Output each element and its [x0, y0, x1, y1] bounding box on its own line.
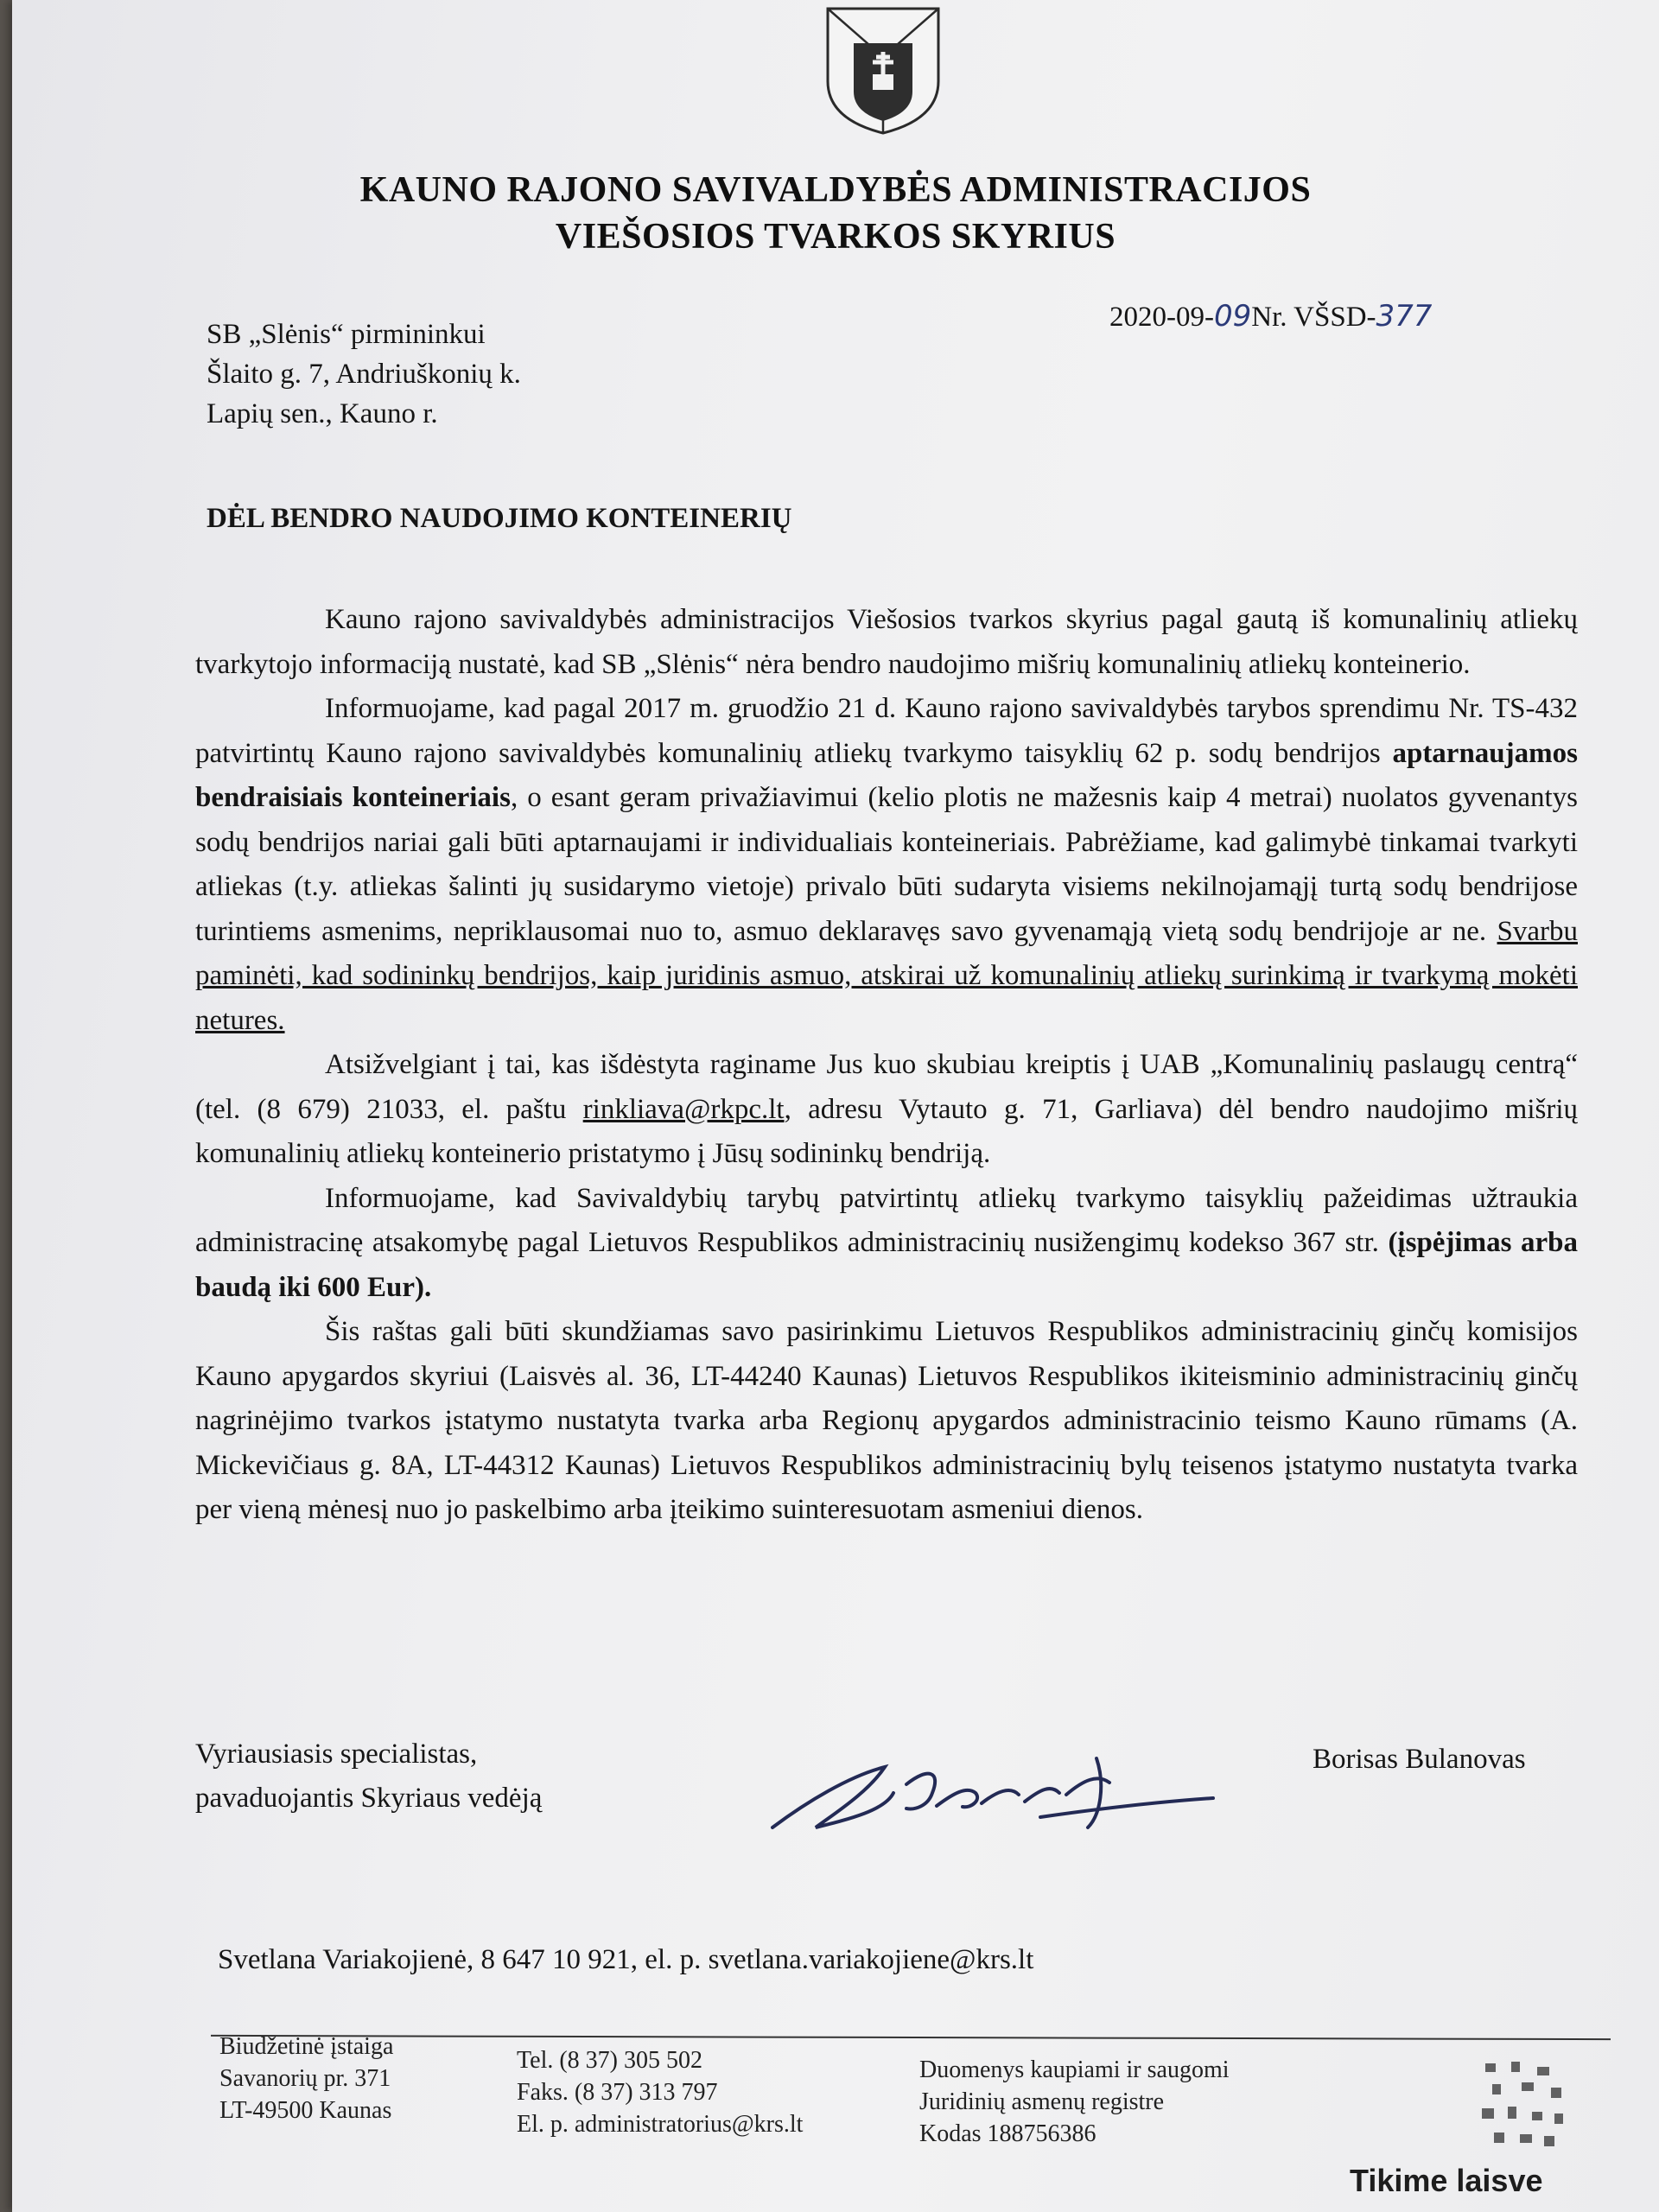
recipient-line-3: Lapių sen., Kauno r. [207, 398, 438, 429]
signatory-position [195, 1732, 542, 1821]
paragraph-2-text-b: , o esant geram privažiavimui (kelio plotis ne mažesnis kaip 4 metrai) nuolatos gyvenantys sodų bendrijos nariai gali būti aptarnaujami ir individualiais konteineriais. Pabrėžiame, kad galimybė tinkamai tvarkyti atliekas (t.y. atliekas šalinti jų susidarymo vietoje) privalo būti sudaryta visiems nekilnojamąjį turtą sodų bendrijose turintiems asmenims, nepriklausomai nuo to, asmuo deklaravęs savo gyvenamąją vietą sodų bendrijoje ar ne. [195, 782, 1578, 947]
paragraph-3 [195, 1043, 1578, 1177]
background-edge [0, 0, 12, 2212]
organization-name: KAUNO RAJONO SAVIVALDYBĖS ADMINISTRACIJOS [359, 170, 1312, 210]
footer-institution-type: Biudžetinė įstaiga [219, 2033, 394, 2060]
paragraph-4 [195, 1177, 1578, 1311]
handwritten-number: 377 [1376, 299, 1433, 334]
department-name: VIEŠOSIOS TVARKOS SKYRIUS [555, 217, 1116, 257]
recipient-line-1: SB „Slėnis“ pirmininkui [207, 319, 486, 350]
footer-registry-code: Kodas 188756386 [919, 2120, 1096, 2147]
contact-email-link[interactable]: rinkliava@rkpc.lt [582, 1093, 785, 1125]
footer-fax: Faks. (8 37) 313 797 [517, 2079, 718, 2106]
letter-reference [1109, 299, 1432, 334]
reference-number-prefix: Nr. VŠSD- [1251, 302, 1376, 333]
handwritten-signature [755, 1732, 1222, 1845]
qr-code-icon [1477, 2058, 1572, 2153]
footer-contacts [517, 2044, 803, 2140]
letter-subject: DĖL BENDRO NAUDOJIMO KONTEINERIŲ [207, 503, 792, 534]
position-line-1: Vyriausiasis specialistas, [195, 1738, 478, 1770]
footer-city: LT-49500 Kaunas [219, 2097, 392, 2124]
handwritten-day: 09 [1213, 299, 1252, 334]
paragraph-2-underlined: Svarbu paminėti, kad sodininkų bendrijos, kaip juridinis asmuo, atskirai už komunalinių atliekų surinkimą ir tvarkymą mokėti netures. [195, 915, 1578, 1036]
paragraph-2-bold: aptarnaujamos bendraisiais konteineriais [195, 737, 1578, 813]
date-prefix: 2020-09- [1109, 302, 1214, 333]
paragraph-2-text-a: Informuojame, kad pagal 2017 m. gruodžio 21 d. Kauno rajono savivaldybės tarybos sprendimu Nr. TS-432 patvirtintų Kauno rajono savivaldybės komunalinių atliekų tvarkymo taisyklių 62 p. sodų bendrijos [195, 693, 1578, 769]
signatory-name: Borisas Bulanovas [1313, 1744, 1526, 1775]
footer-slogan: Tikime laisve [1350, 2163, 1543, 2198]
paragraph-3-text-b: , adresu Vytauto g. 71, Garliava) dėl bendro naudojimo mišrių komunalinių atliekų konteinerio pristatymo į Jūsų sodininkų bendriją. [195, 1093, 1578, 1169]
letter-body [195, 598, 1578, 1533]
footer-street: Savanorių pr. 371 [219, 2065, 391, 2092]
coat-of-arms-logo [824, 5, 942, 137]
footer-registry-line-1: Duomenys kaupiami ir saugomi [919, 2056, 1230, 2083]
paragraph-4-text: Informuojame, kad Savivaldybių tarybų patvirtintų atliekų tvarkymo taisyklių pažeidimas užtraukia administracinę atsakomybę pagal Lietuvos Respublikos administracinių nusižengimų kodekso 367 str. [195, 1182, 1578, 1258]
recipient-line-2: Šlaito g. 7, Andriuškonių k. [207, 359, 521, 390]
prepared-by-contact: Svetlana Variakojienė, 8 647 10 921, el. p. svetlana.variakojiene@krs.lt [218, 1944, 1034, 1975]
footer-registry-line-2: Juridinių asmenų registre [919, 2088, 1165, 2115]
paragraph-1: Kauno rajono savivaldybės administracijos Viešosios tvarkos skyrius pagal gautą iš komunalinių atliekų tvarkytojo informaciją nustatė, kad SB „Slėnis“ nėra bendro naudojimo mišrių komunalinių atliekų konteinerio. [195, 604, 1578, 680]
paragraph-5: Šis raštas gali būti skundžiamas savo pasirinkimu Lietuvos Respublikos administracinių ginčų komisijos Kauno apygardos skyriui (Laisvės al. 36, LT-44240 Kaunas) Lietuvos Respublikos ikiteisminio administracinių ginčų nagrinėjimo tvarkos įstatymo nustatyta tvarka arba Regionų apygardos administracinio teismo Kauno rūmams (A. Mickevičiaus g. 8A, LT-44312 Kaunas) Lietuvos Respublikos administracinių bylų teisenos įstatymo nustatyta tvarka per vieną mėnesį nuo jo paskelbimo arba įteikimo suinteresuotam asmeniui dienos. [195, 1316, 1578, 1525]
paragraph-2 [195, 687, 1578, 1043]
paragraph-3-text-a: Atsižvelgiant į tai, kas išdėstyta raginame Jus kuo skubiau kreiptis į UAB „Komunalinių paslaugų centrą“ (tel. (8 679) 21033, el. paštu [195, 1049, 1578, 1125]
footer-phone: Tel. (8 37) 305 502 [517, 2047, 703, 2074]
footer-divider [211, 2035, 1611, 2040]
paragraph-4-bold: (įspėjimas arba baudą iki 600 Eur). [195, 1227, 1578, 1303]
footer-email: El. p. administratorius@krs.lt [517, 2111, 804, 2138]
position-line-2: pavaduojantis Skyriaus vedėją [195, 1783, 543, 1814]
footer-registry [919, 2054, 1230, 2150]
footer-address [219, 2031, 393, 2126]
letter-page [12, 0, 1659, 2212]
